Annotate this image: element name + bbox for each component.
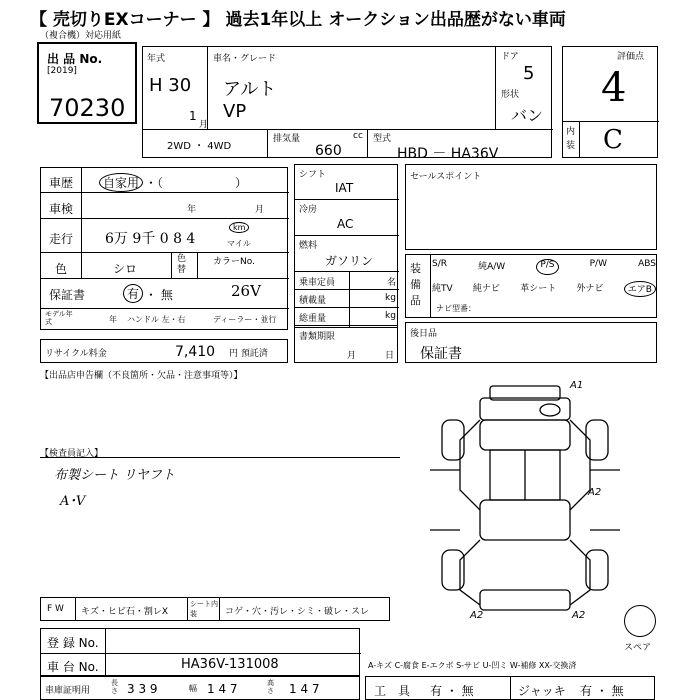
shift-value: IAT (335, 181, 354, 195)
mileage-value: 6万 9千 0 8 4 (105, 231, 196, 247)
height-value: 1 4 7 (289, 682, 320, 696)
history-label: 車歴 (49, 176, 74, 190)
history-rest: ・（ ） (145, 176, 248, 190)
fw-items: キズ・ヒビ石・割レX (81, 607, 168, 617)
displacement-value: 660 (315, 143, 342, 159)
inspector-box (40, 457, 400, 591)
inspector-note-1: 布製シート リヤフト (54, 468, 175, 483)
handle-label: ハンドル 左・右 (127, 315, 186, 324)
inspection-year: 年 (187, 205, 197, 215)
model-year-label: モデル年式 (45, 310, 73, 326)
color-no-value: 26V (231, 282, 261, 300)
load-label: 積載量 (299, 296, 327, 306)
inspection-label: 車検 (49, 202, 74, 216)
displacement-unit: cc (353, 131, 363, 141)
doc-deadline-label: 書類期限 (299, 332, 336, 342)
docs-box (405, 322, 657, 363)
equip-ext-navi: 外ナビ (576, 284, 604, 294)
equip-leather: 革シート (520, 284, 557, 294)
model-value: HBD － HA36V (397, 146, 499, 162)
height-label: 高さ (267, 679, 274, 695)
garage-cert-box (40, 676, 360, 700)
equip-aw: 純A/W (478, 262, 506, 272)
spare-icon (624, 605, 656, 637)
header-subtitle: （複合機）対応用紙 (40, 31, 122, 41)
defects-box (40, 597, 390, 621)
tools-box (365, 676, 655, 700)
model-year-unit: 年 (109, 315, 117, 324)
drive-value: 2WD ・ 4WD (167, 141, 232, 152)
month-unit: 月 (199, 120, 209, 130)
equip-airbag: エアB (624, 281, 656, 297)
repaint-label: 色替 (177, 254, 187, 275)
header-banner (0, 0, 700, 30)
shape-label: 形状 (501, 90, 520, 100)
dealer-label: ディーラー・並行 (213, 315, 277, 324)
width-value: 1 4 7 (207, 682, 238, 696)
docs-value: 保証書 (420, 346, 462, 362)
capacity-label: 乗車定員 (299, 278, 336, 288)
spare-label: スペア (624, 643, 652, 653)
ac-label: 冷房 (299, 205, 318, 215)
score-value: 4 (601, 65, 627, 111)
sales-point-box (405, 164, 657, 250)
equip-tv: 純TV (432, 284, 453, 294)
damage-legend: A-キズ C-腐食 E-エクボ S-サビ U-凹ミ W-補修 XX-交換済 (368, 661, 577, 670)
jack-value: 有 ・ 無 (580, 684, 624, 698)
remarks-label: 【出品店申告欄（不良箇所・欠品・注意事項等）】 (40, 371, 243, 381)
ac-value: AC (337, 217, 354, 231)
car-grade: VP (223, 101, 247, 122)
equipment-box (405, 254, 657, 318)
equipment-row-1 (432, 259, 656, 275)
reg-label: 登 録 No. (47, 636, 99, 650)
fuel-label: 燃料 (299, 241, 318, 251)
mark-a2-rear-right: A2 (572, 610, 586, 620)
equip-sr: S/R (432, 259, 447, 269)
color-no-label: カラーNo. (213, 257, 255, 267)
shift-label: シフト (299, 170, 327, 180)
inspector-note-2: A･V (60, 494, 86, 509)
warranty-yes: 有 (123, 284, 143, 303)
year-label: 年式 (147, 54, 166, 64)
equip-ps: P/S (536, 259, 558, 275)
color-value: シロ (113, 262, 138, 276)
entry-number: 70230 (49, 94, 126, 122)
shape-value: バン (511, 106, 544, 125)
chassis-value: HA36V-131008 (181, 657, 279, 672)
tools-label: 工 具 (374, 684, 411, 698)
navi-label: ナビ型番： (436, 304, 476, 313)
entry-year-tag: [2019] (47, 66, 77, 76)
length-label: 長さ (111, 679, 118, 695)
specs-box (294, 164, 398, 328)
mark-a2-side: A2 (588, 487, 602, 498)
mileage-unit-mile: マイル (227, 239, 251, 248)
weight-label: 総重量 (299, 314, 327, 324)
entry-number-box (37, 42, 137, 124)
warranty-no: ・ 無 (145, 288, 173, 302)
model-label: 型式 (373, 134, 392, 144)
seat-label: シート内装 (190, 600, 218, 618)
displacement-label: 排気量 (273, 134, 301, 144)
doc-deadline-box (294, 325, 398, 363)
length-value: 3 3 9 (127, 682, 158, 696)
capacity-unit: 名 (387, 278, 397, 288)
interior-value: C (603, 125, 623, 155)
tools-value: 有 ・ 無 (430, 684, 474, 698)
equip-navi: 純ナビ (472, 284, 500, 294)
recycle-label: リサイクル料金 (45, 349, 107, 359)
month-value: 1 (189, 109, 197, 123)
seat-items: コゲ・穴・汚レ・シミ・破レ・スレ (225, 607, 370, 617)
docs-label: 後日品 (410, 329, 438, 339)
equipment-row-2 (432, 281, 656, 297)
sales-point-label: セールスポイント (410, 172, 482, 182)
door-label: ドア (501, 52, 519, 62)
entry-label: 出 品 No. (47, 52, 103, 66)
mileage-label: 走行 (49, 232, 74, 246)
car-damage-diagram (420, 380, 630, 620)
doc-day: 日 (385, 351, 395, 361)
equip-pw: P/W (589, 259, 607, 269)
inspection-month: 月 (255, 205, 265, 215)
doc-month: 月 (347, 351, 357, 361)
color-label: 色 (55, 262, 68, 276)
fuel-value: ガソリン (325, 254, 374, 268)
header-title: 【 売切りEXコーナー 】 過去1年以上 オークション出品歴がない車両 (30, 10, 566, 30)
history-box (40, 167, 288, 330)
load-unit: kg (385, 293, 396, 303)
mark-a2-rear-left: A2 (470, 610, 484, 620)
doors-value: 5 (523, 63, 535, 84)
car-name: アルト (223, 79, 277, 100)
chassis-label: 車 台 No. (47, 660, 99, 674)
jack-label: ジャッキ (518, 684, 566, 698)
equipment-label: 装備品 (410, 262, 421, 307)
grade-box (562, 46, 658, 158)
registration-box (40, 628, 360, 676)
history-value: 自家用 (99, 173, 143, 192)
equip-abs: ABS (638, 259, 656, 269)
mark-a1: A1 (570, 380, 584, 391)
mileage-unit-km: km (229, 222, 249, 233)
vehicle-box (142, 46, 552, 162)
weight-unit: kg (385, 311, 396, 321)
recycle-unit: 円 預託済 (229, 349, 268, 359)
warranty-label: 保証書 (49, 288, 86, 302)
recycle-amount: 7,410 (175, 344, 216, 360)
name-label: 車名・グレード (213, 54, 277, 64)
score-label: 評価点 (617, 52, 645, 62)
width-label: 幅 (189, 684, 197, 693)
fw-label: F W (47, 604, 64, 614)
interior-label: 内装 (566, 127, 576, 151)
inspector-label: 【検査員記入】 (40, 449, 104, 459)
cert-label: 車庫証明用 (45, 686, 91, 696)
recycle-box (40, 339, 288, 363)
year-value: H 30 (149, 75, 192, 96)
